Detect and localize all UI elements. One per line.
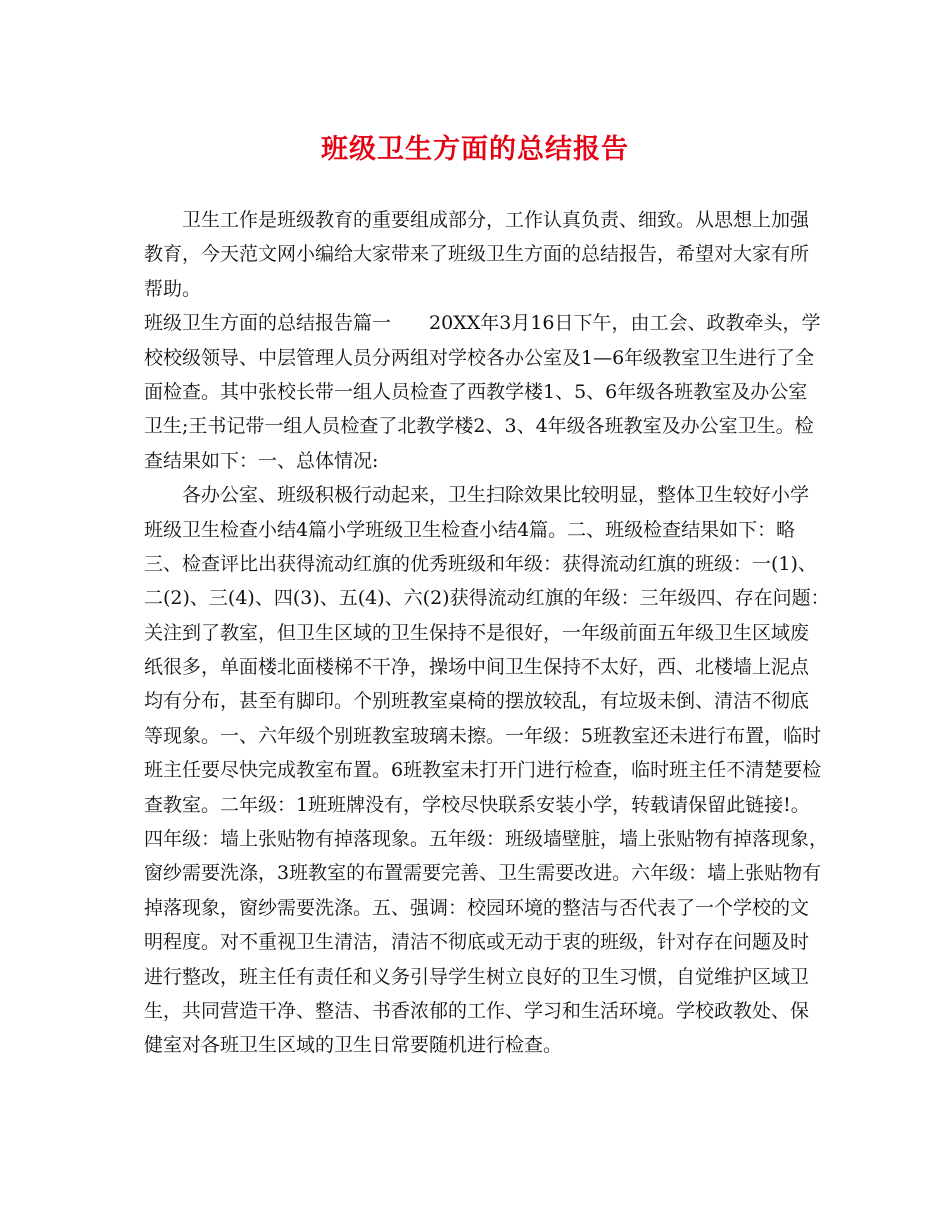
text-line: 二(2)、三(4)、四(3)、五(4)、六(2)获得流动红旗的年级：三年级四、存在问题： <box>144 587 830 610</box>
text-line: 窗纱需要洗涤，3班教室的布置需要完善、卫生需要改进。六年级：墙上张贴物有 <box>144 862 822 885</box>
text-line: 卫生工作是班级教育的重要组成部分，工作认真负责、细致。从思想上加强 <box>182 209 810 231</box>
text-line: 查结果如下：一、总体情况: <box>144 449 379 472</box>
text-line: 面检查。其中张校长带一组人员检查了西教学楼1、5、6年级各班教室及办公室 <box>144 380 808 403</box>
text-line: 各办公室、班级积极行动起来，卫生扫除效果比较明显，整体卫生较好小学 <box>182 484 810 507</box>
text-line: 健室对各班卫生区域的卫生日常要随机进行检查。 <box>144 1034 563 1057</box>
text-line: 纸很多，单面楼北面楼梯不干净，操场中间卫生保持不太好，西、北楼墙上泥点 <box>144 656 810 679</box>
document-title: 班级卫生方面的总结报告 <box>321 134 629 165</box>
text-line: 明程度。对不重视卫生清洁，清洁不彻底或无动于衷的班级，针对存在问题及时 <box>144 931 810 954</box>
text-line: 班级卫生方面的总结报告篇一 20XX年3月16日下午，由工会、政教牵头，学 <box>144 312 821 335</box>
text-line: 关注到了教室，但卫生区域的卫生保持不是很好，一年级前面五年级卫生区域废 <box>144 621 810 644</box>
document-body <box>144 203 830 1063</box>
text-line: 帮助。 <box>144 277 202 300</box>
text-line: 进行整改，班主任有责任和义务引导学生树立良好的卫生习惯，自觉维护区域卫 <box>144 965 810 988</box>
text-line: 四年级：墙上张贴物有掉落现象。五年级：班级墙壁脏，墙上张贴物有掉落现象， <box>144 828 829 851</box>
text-line: 校校级领导、中层管理人员分两组对学校各办公室及1—6年级教室卫生进行了全 <box>144 346 815 369</box>
text-line: 班主任要尽快完成教室布置。6班教室未打开门进行检查，临时班主任不清楚要检 <box>144 759 822 782</box>
text-line: 均有分布，甚至有脚印。个别班教室桌椅的摆放较乱，有垃圾未倒、清洁不彻底 <box>144 690 810 713</box>
text-line: 三、检查评比出获得流动红旗的优秀班级和年级：获得流动红旗的班级：一(1)、 <box>144 552 817 575</box>
text-line: 掉落现象，窗纱需要洗涤。五、强调：校园环境的整洁与否代表了一个学校的文 <box>144 896 810 919</box>
text-line: 卫生;王书记带一组人员检查了北教学楼2、3、4年级各班教室及办公室卫生。检 <box>144 415 814 438</box>
text-line: 生，共同营造干净、整洁、书香浓郁的工作、学习和生活环境。学校政教处、保 <box>144 999 810 1022</box>
text-line: 查教室。二年级：1班班牌没有，学校尽快联系安装小学，转载请保留此链接!。 <box>144 793 810 816</box>
text-line: 班级卫生检查小结4篇小学班级卫生检查小结4篇。二、班级检查结果如下：略 <box>144 518 796 541</box>
text-line: 等现象。一、六年级个别班教室玻璃未擦。一年级：5班教室还未进行布置，临时 <box>144 724 822 747</box>
text-line: 教育，今天范文网小编给大家带来了班级卫生方面的总结报告，希望对大家有所 <box>144 243 810 266</box>
